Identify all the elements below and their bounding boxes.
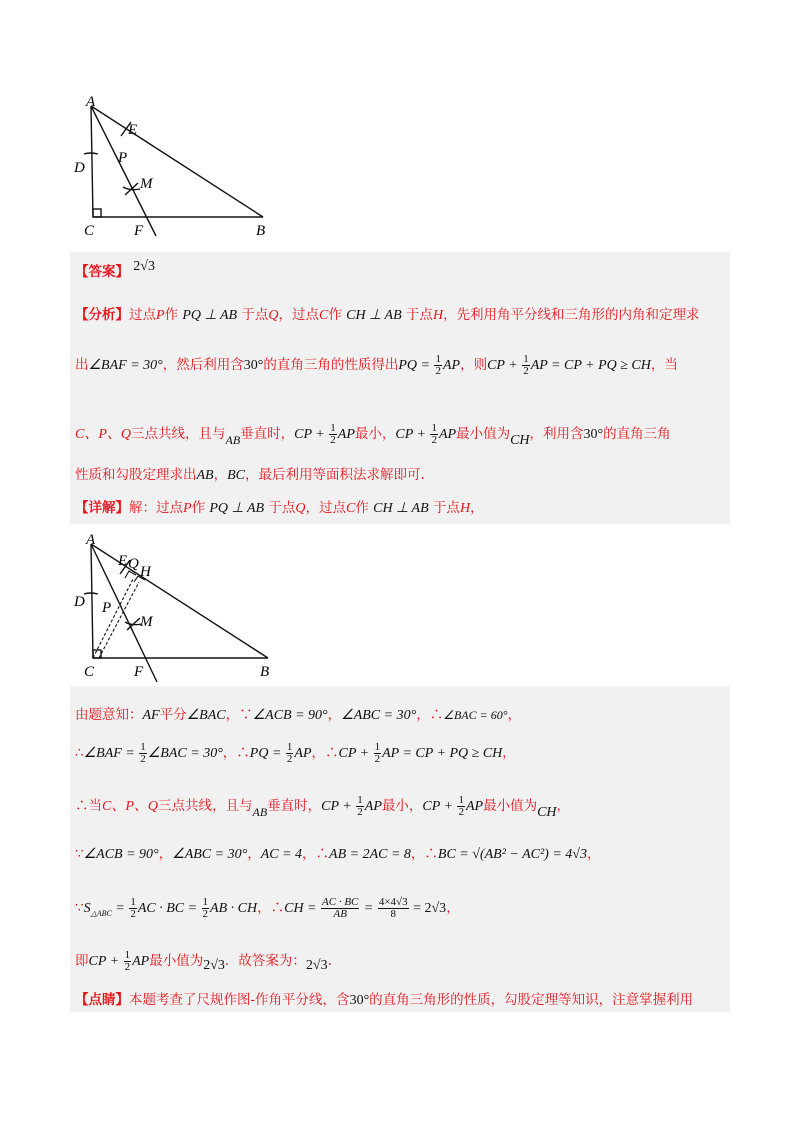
math-expr: CP +	[294, 427, 329, 442]
answer-tag: 【答案】	[75, 264, 129, 280]
text: ∴当	[75, 798, 102, 814]
fraction: $\frac{1}{2}$	[458, 794, 464, 818]
math-expr: ∠ABC = 30°	[341, 708, 417, 723]
text: 最小值为	[483, 798, 538, 814]
fraction: $\frac{1}{2}$	[286, 741, 293, 765]
math-expr: AP	[465, 799, 484, 814]
math-expr: AP	[438, 427, 457, 442]
label-E: E	[118, 553, 128, 569]
text: 最小值为	[456, 426, 511, 442]
text: ，	[470, 500, 484, 516]
text: 于点	[268, 500, 296, 516]
math-expr: AP	[442, 358, 461, 373]
label-C: C	[84, 223, 95, 239]
math-expr: AB	[252, 805, 268, 819]
math-expr: ∠ACB = 90°	[252, 708, 328, 723]
fraction: $\frac{1}{2}$	[124, 949, 131, 973]
math-expr: CH	[537, 805, 557, 820]
math-expr: AP	[294, 746, 312, 761]
label-F: F	[134, 223, 144, 239]
text: ，∴	[302, 846, 330, 862]
text: 于点	[432, 500, 460, 516]
fraction: $\frac{1}{2}$	[202, 896, 209, 920]
point-label: Q	[268, 308, 279, 323]
math-expr: CP +	[321, 799, 356, 814]
fraction: $\frac{1}{2}$	[130, 896, 136, 920]
label-M: M	[140, 614, 153, 630]
math-expr: CP +	[88, 954, 123, 969]
label-P: P	[118, 150, 128, 166]
text: 的直角三角形的性质，勾股定理等知识，注意掌握利用	[369, 992, 694, 1008]
math-expr: ∠BAC	[186, 708, 226, 723]
math-expr: CH ⊥ AB	[373, 501, 429, 516]
label-A: A	[86, 532, 96, 548]
text: 解：过点	[129, 500, 183, 516]
answer-value: 2√3	[133, 259, 155, 274]
text: 作	[355, 500, 369, 516]
text: ，	[158, 846, 173, 862]
math-expr: 2√3	[305, 958, 328, 973]
text: 垂直时，	[240, 426, 295, 442]
point-labels: C、P、Q	[102, 799, 158, 814]
math-expr: BC	[227, 468, 245, 483]
fraction: $\frac{1}{2}$	[435, 353, 441, 377]
math-expr: ∠BAF =	[83, 746, 139, 761]
math-expr: ∠BAC = 30°	[147, 746, 223, 761]
fraction: $\frac{1}{2}$	[523, 353, 529, 377]
label-A: A	[86, 94, 96, 110]
text: ，	[586, 846, 601, 862]
text: 最小，	[354, 426, 396, 442]
point-label: P	[183, 501, 192, 516]
math-expr: AB = 2AC = 8	[329, 847, 411, 862]
label-P: P	[102, 600, 112, 616]
figure-2	[72, 532, 274, 684]
text: ，∴	[311, 745, 339, 761]
label-B: B	[260, 664, 270, 680]
text: 出	[75, 357, 89, 373]
label-M: M	[140, 176, 153, 192]
text: 最小，	[381, 798, 423, 814]
text: 过点	[129, 307, 156, 323]
text: ，最后利用等面积法求解即可.	[245, 467, 425, 483]
text: 性质和勾股定理求出	[75, 467, 197, 483]
text: ，过点	[305, 500, 346, 516]
text: ，∴	[222, 745, 250, 761]
label-D: D	[74, 160, 85, 176]
text: ，	[446, 900, 460, 916]
text: ，然后利用含	[162, 357, 244, 373]
text: ，先利用角平分线和三角形的内角和定理求	[443, 307, 700, 323]
point-label: Q	[295, 501, 306, 516]
math-expr: AC · BC =	[137, 901, 201, 916]
text: 由题意知：	[75, 707, 143, 723]
label-F: F	[134, 664, 144, 680]
text: .	[327, 953, 332, 969]
math-expr: S	[83, 901, 91, 916]
text: ，	[327, 707, 342, 723]
text: ，	[502, 745, 516, 761]
text: 的直角三角的性质得出	[263, 357, 399, 373]
math-expr: AC = 4	[260, 847, 303, 862]
text: 作	[191, 500, 206, 516]
figure-1	[72, 92, 277, 240]
text: ，∴	[416, 707, 444, 723]
analysis-line-3	[75, 423, 725, 446]
math-expr: BC = √(AB² − AC²) = 4√3	[437, 847, 587, 862]
math-expr: 30°	[349, 993, 370, 1008]
math-expr: PQ ⊥ AB	[182, 308, 238, 323]
text: ∴	[75, 745, 84, 761]
math-expr: CP +	[487, 358, 522, 373]
detail-step-2	[75, 742, 725, 765]
math-subscript: △ABC	[90, 909, 112, 918]
math-expr: ∠ACB = 90°	[83, 847, 159, 862]
fraction: $\frac{1}{2}$	[140, 741, 146, 765]
math-expr: CH ⊥ AB	[346, 308, 402, 323]
math-expr: AB	[196, 468, 214, 483]
math-expr: PQ =	[249, 746, 285, 761]
math-expr: CP +	[338, 746, 373, 761]
math-expr: CH =	[284, 901, 321, 916]
math-expr: 30°	[243, 358, 264, 373]
math-expr: PQ =	[398, 358, 434, 373]
math-expr: =	[111, 901, 129, 916]
math-expr: ∠BAF = 30°	[88, 358, 163, 373]
detail-tag: 【详解】	[75, 500, 129, 516]
detail-step-1	[75, 705, 725, 726]
fraction: $\frac{1}{2}$	[374, 741, 381, 765]
text: ，过点	[278, 307, 319, 323]
text: 作	[164, 307, 179, 323]
point-label: C	[346, 501, 356, 516]
label-E: E	[128, 122, 138, 138]
math-expr: AP	[364, 799, 382, 814]
math-expr: AF	[142, 708, 160, 723]
math-expr: AP = CP + PQ ≥ CH	[382, 746, 503, 761]
text: 即	[75, 953, 89, 969]
math-expr: = 2√3	[409, 901, 447, 916]
math-expr: AB	[225, 433, 241, 447]
text: 作	[328, 307, 342, 323]
text: ∵	[75, 846, 84, 862]
analysis-line-2	[75, 354, 725, 377]
math-expr: 2√3	[203, 958, 225, 973]
math-expr: CP +	[395, 427, 430, 442]
math-expr: ∠BAC = 60°	[443, 708, 508, 722]
detail-step-3	[75, 795, 725, 818]
text: 本题考查了尺规作图-作角平分线，含	[129, 992, 350, 1008]
math-expr: CH	[510, 433, 530, 448]
text: ，则	[460, 357, 488, 373]
analysis-tag: 【分析】	[75, 307, 129, 323]
fraction: $\frac{4\times 4√3}{8}$	[378, 896, 408, 920]
answer-line	[75, 259, 725, 283]
text: ，	[556, 798, 571, 814]
label-Q: Q	[128, 556, 139, 572]
text: 垂直时，	[267, 798, 322, 814]
text: ，∴	[257, 900, 285, 916]
text: 最小值为	[149, 953, 204, 969]
fraction: $\frac{AC \cdot BC}{AB}$	[322, 896, 359, 920]
math-expr: =	[360, 901, 377, 916]
math-expr: PQ ⊥ AB	[209, 501, 265, 516]
detail-intro-line	[75, 498, 725, 519]
text: ，∴	[410, 846, 438, 862]
text: ，利用含	[529, 426, 584, 442]
math-expr: AB · CH	[210, 901, 258, 916]
detail-step-6	[75, 950, 725, 973]
math-expr: AP = CP + PQ ≥ CH	[530, 358, 651, 373]
comment-line	[75, 990, 725, 1011]
point-label: H	[459, 501, 471, 516]
text: 三点共线，且与	[131, 426, 226, 442]
text: 的直角三角	[603, 426, 671, 442]
text: 平分	[159, 707, 187, 723]
point-labels: C、P、Q	[75, 427, 131, 442]
math-expr: AP	[132, 954, 150, 969]
label-B: B	[256, 223, 266, 239]
fraction: $\frac{1}{2}$	[431, 422, 437, 446]
point-label: P	[156, 308, 165, 323]
label-C: C	[84, 664, 95, 680]
text: ，当	[650, 357, 678, 373]
math-expr: ∠ABC = 30°	[172, 847, 248, 862]
text: ，	[247, 846, 261, 862]
point-label: H	[432, 308, 444, 323]
text: 于点	[241, 307, 269, 323]
text: ，	[213, 467, 228, 483]
label-H: H	[140, 564, 151, 580]
fraction: $\frac{1}{2}$	[330, 422, 336, 446]
fraction: $\frac{1}{2}$	[357, 794, 363, 818]
analysis-line-1	[75, 305, 725, 326]
label-D: D	[74, 594, 85, 610]
text: ∵	[75, 900, 84, 916]
text: 三点共线，且与	[158, 798, 253, 814]
text: ，∵	[225, 707, 253, 723]
text: ．故答案为：	[224, 953, 306, 969]
math-expr: 30°	[583, 427, 604, 442]
analysis-line-4	[75, 465, 725, 486]
math-expr: CP +	[422, 799, 457, 814]
text: 于点	[405, 307, 433, 323]
comment-tag: 【点睛】	[75, 992, 129, 1008]
detail-step-4	[75, 844, 725, 865]
point-label: C	[319, 308, 329, 323]
math-expr: AP	[337, 427, 355, 442]
detail-step-5	[75, 897, 725, 920]
text: ，	[507, 707, 522, 723]
